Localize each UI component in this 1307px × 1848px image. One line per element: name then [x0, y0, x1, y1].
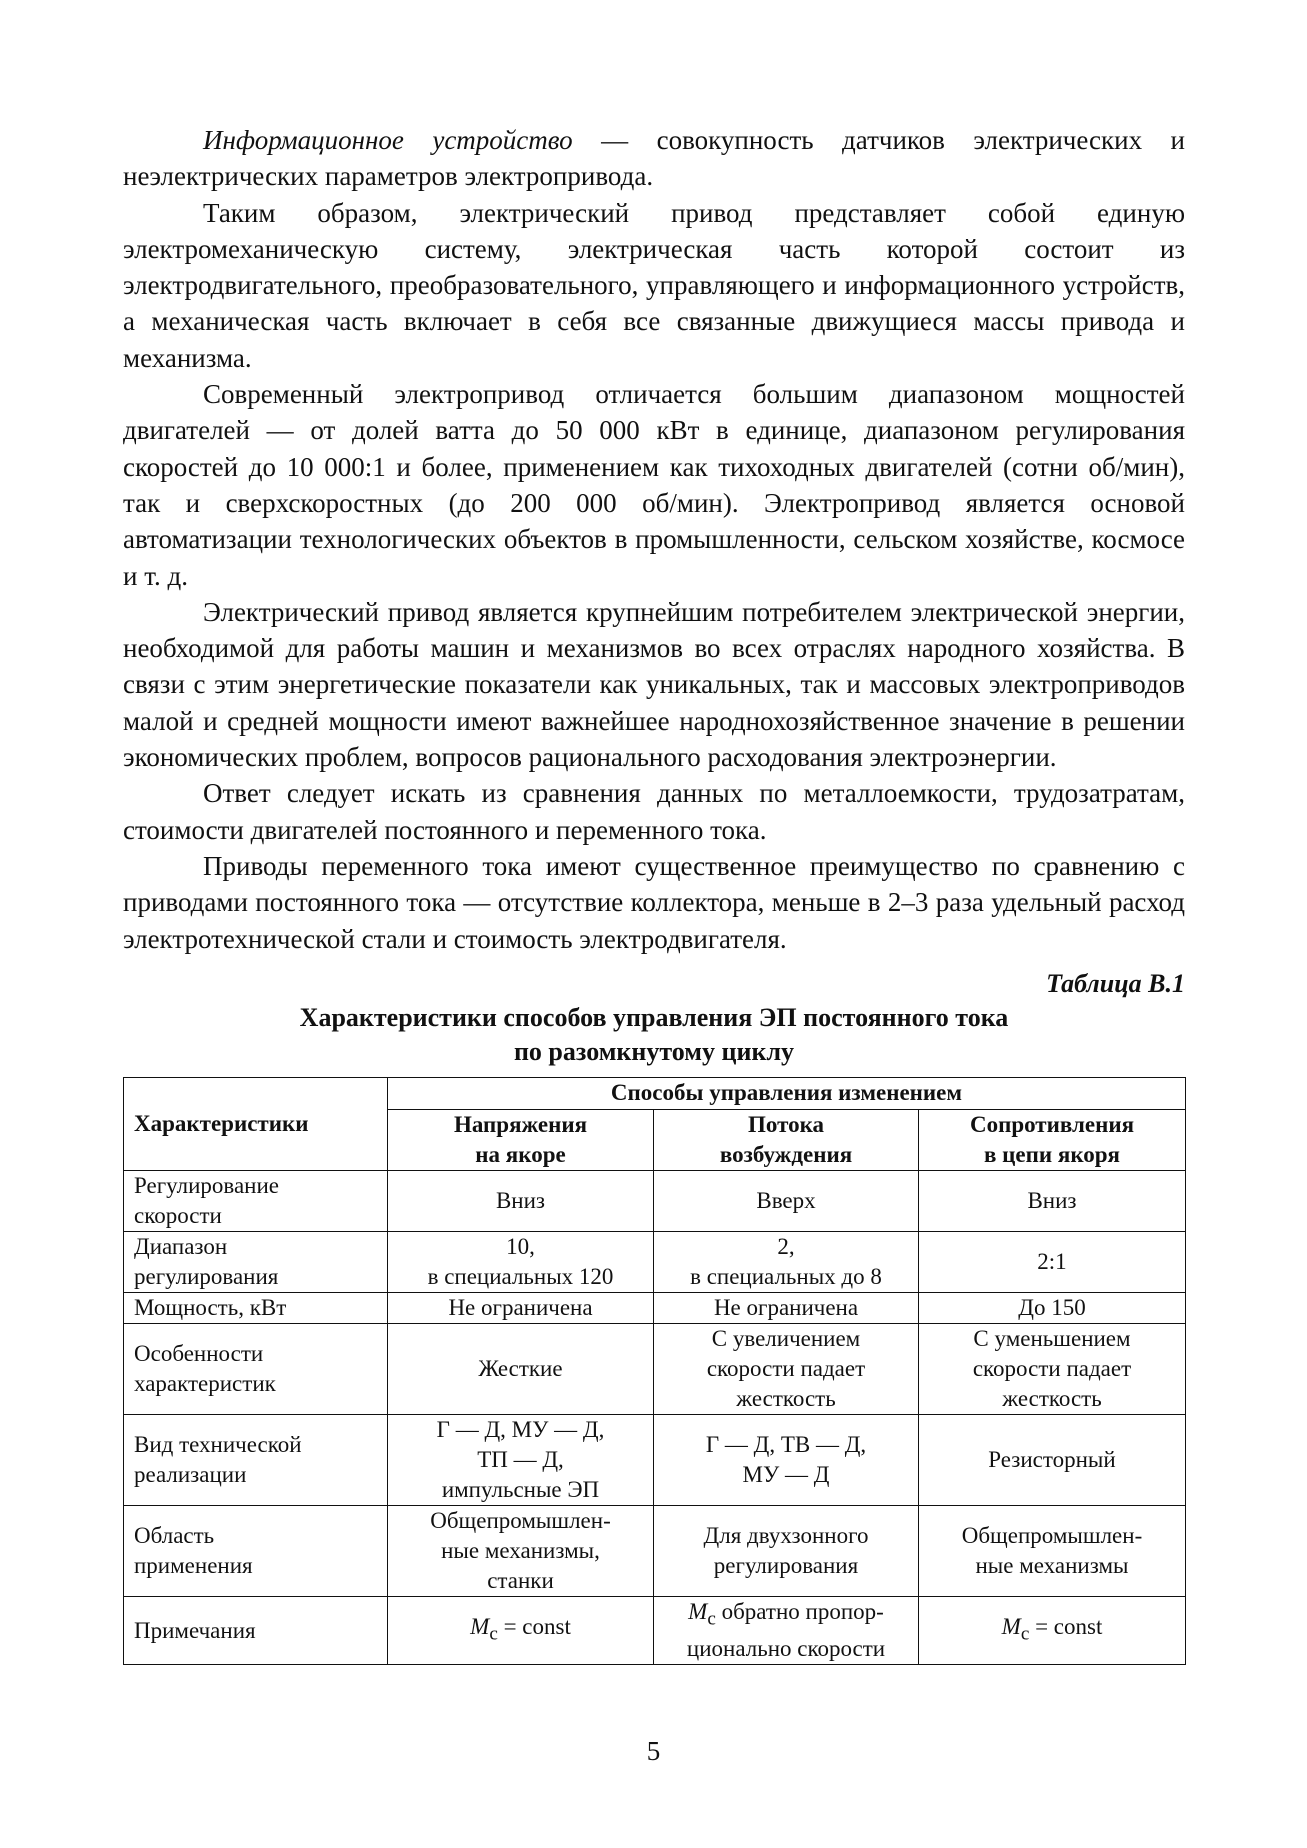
- table-row: [124, 1170, 1186, 1231]
- table-cell: 10, в специальных 120: [388, 1231, 654, 1292]
- paragraph-5: Ответ следует искать из сравнения данных по металлоемкости, трудозатратам, стоимости двигателей постоянного и переменного тока.: [123, 778, 1185, 845]
- table-title-line-2: по разомкнутому циклу: [513, 1036, 795, 1066]
- header-armature-resistance: Сопротивления в цепи якоря: [919, 1109, 1186, 1170]
- torque-subscript: c: [489, 1623, 498, 1645]
- torque-symbol: M: [688, 1598, 708, 1624]
- page-content: [123, 122, 1185, 1665]
- paragraph-1-text: — совокупность датчиков электрических и неэлектрических параметров электропривода.: [123, 125, 1185, 192]
- table-cell: Не ограничена: [654, 1292, 919, 1323]
- table-cell: Вниз: [919, 1170, 1186, 1231]
- paragraph-4: Электрический привод является крупнейшим потребителем электрической энергии, необходимой для работы машин и механизмов во всех отраслях народного хозяйства. В связи с этим энергетические показатели как уникальных, так и массовых электроприводов малой и средней мощности имеют важнейшее народнохозяйственное значение в решении экономических проблем, вопросов рационального расходования электроэнергии.: [123, 596, 1185, 773]
- table-cell: Жесткие: [388, 1323, 654, 1414]
- table-cell: Резисторный: [919, 1414, 1186, 1505]
- table-cell: $M_c$ = const: [919, 1596, 1186, 1665]
- table-cell: Общепромышлен- ные механизмы, станки: [388, 1505, 654, 1596]
- table-cell: До 150: [919, 1292, 1186, 1323]
- table-row: [124, 1505, 1186, 1596]
- torque-subscript: c: [1020, 1623, 1030, 1645]
- row-name-notes: Примечания: [124, 1596, 388, 1665]
- header-characteristics: Характеристики: [124, 1077, 388, 1170]
- table-row: [124, 1414, 1186, 1505]
- row-name-speed-regulation: Регулирование скорости: [124, 1170, 388, 1231]
- table-cell: Вверх: [654, 1170, 919, 1231]
- table-cell: $M_c$ = const: [388, 1596, 654, 1665]
- paragraph-3: Современный электропривод отличается большим диапазоном мощностей двигателей — от долей ватта до 50 000 кВт в единице, диапазоном регулирования скоростей до 10 000:1 и более, применением как тихоходных двигателей (сотни об/мин), так и сверхскоростных (до 200 000 об/мин). Электропривод является основой автоматизации технологических объектов в промышленности, сельском хозяйстве, космосе и т. д.: [123, 379, 1185, 591]
- row-name-characteristic-features: Особенности характеристик: [124, 1323, 388, 1414]
- torque-subscript: c: [707, 1608, 716, 1630]
- term-information-device: Информационное устройство: [203, 125, 573, 155]
- table-title-line-1: Характеристики способов управления ЭП постоянного тока: [299, 1002, 1009, 1032]
- table-row: [124, 1292, 1186, 1323]
- row-name-application-area: Область применения: [124, 1505, 388, 1596]
- table-cell: С уменьшением скорости падает жесткость: [919, 1323, 1186, 1414]
- header-armature-voltage: Напряжения на якоре: [388, 1109, 654, 1170]
- torque-symbol: M: [1001, 1613, 1021, 1639]
- table-cell: Для двухзонного регулирования: [654, 1505, 919, 1596]
- page-number: 5: [646, 1736, 661, 1766]
- table-cell: Общепромышлен- ные механизмы: [919, 1505, 1186, 1596]
- table-cell: С увеличением скорости падает жесткость: [654, 1323, 919, 1414]
- row-name-technical-implementation: Вид технической реализации: [124, 1414, 388, 1505]
- header-excitation-flux: Потока возбуждения: [654, 1109, 919, 1170]
- torque-symbol: M: [470, 1613, 490, 1639]
- paragraph-1: [123, 122, 1185, 195]
- table-row: [124, 1231, 1186, 1292]
- header-control-methods: Способы управления изменением: [388, 1077, 1186, 1109]
- table-cell: Вниз: [388, 1170, 654, 1231]
- table-title: [123, 1001, 1185, 1069]
- table-cell: 2:1: [919, 1231, 1186, 1292]
- table-row: [124, 1323, 1186, 1414]
- paragraph-6: Приводы переменного тока имеют существенное преимущество по сравнению с приводами постоянного тока — отсутствие коллектора, меньше в 2–3 раза удельный расход электротехнической стали и стоимость электродвигателя.: [123, 850, 1185, 954]
- table-cell: Г — Д, ТВ — Д, МУ — Д: [654, 1414, 919, 1505]
- table-cell: 2, в специальных до 8: [654, 1231, 919, 1292]
- control-methods-table: [123, 1077, 1186, 1666]
- table-cell: $M_c$ обратно пропор- ционально скорости: [654, 1596, 919, 1665]
- table-cell: Не ограничена: [388, 1292, 654, 1323]
- paragraph-2: Таким образом, электрический привод представляет собой единую электромеханическую систему, электрическая часть которой состоит из электродвигательного, преобразовательного, управляющего и информационного устройств, а механическая часть включает в себя все связанные движущиеся массы привода и механизма.: [123, 197, 1185, 373]
- table-cell: Г — Д, МУ — Д, ТП — Д, импульсные ЭП: [388, 1414, 654, 1505]
- row-name-regulation-range: Диапазон регулирования: [124, 1231, 388, 1292]
- table-label: Таблица В.1: [1046, 968, 1185, 998]
- row-name-power: Мощность, кВт: [124, 1292, 388, 1323]
- table-row: [124, 1596, 1186, 1665]
